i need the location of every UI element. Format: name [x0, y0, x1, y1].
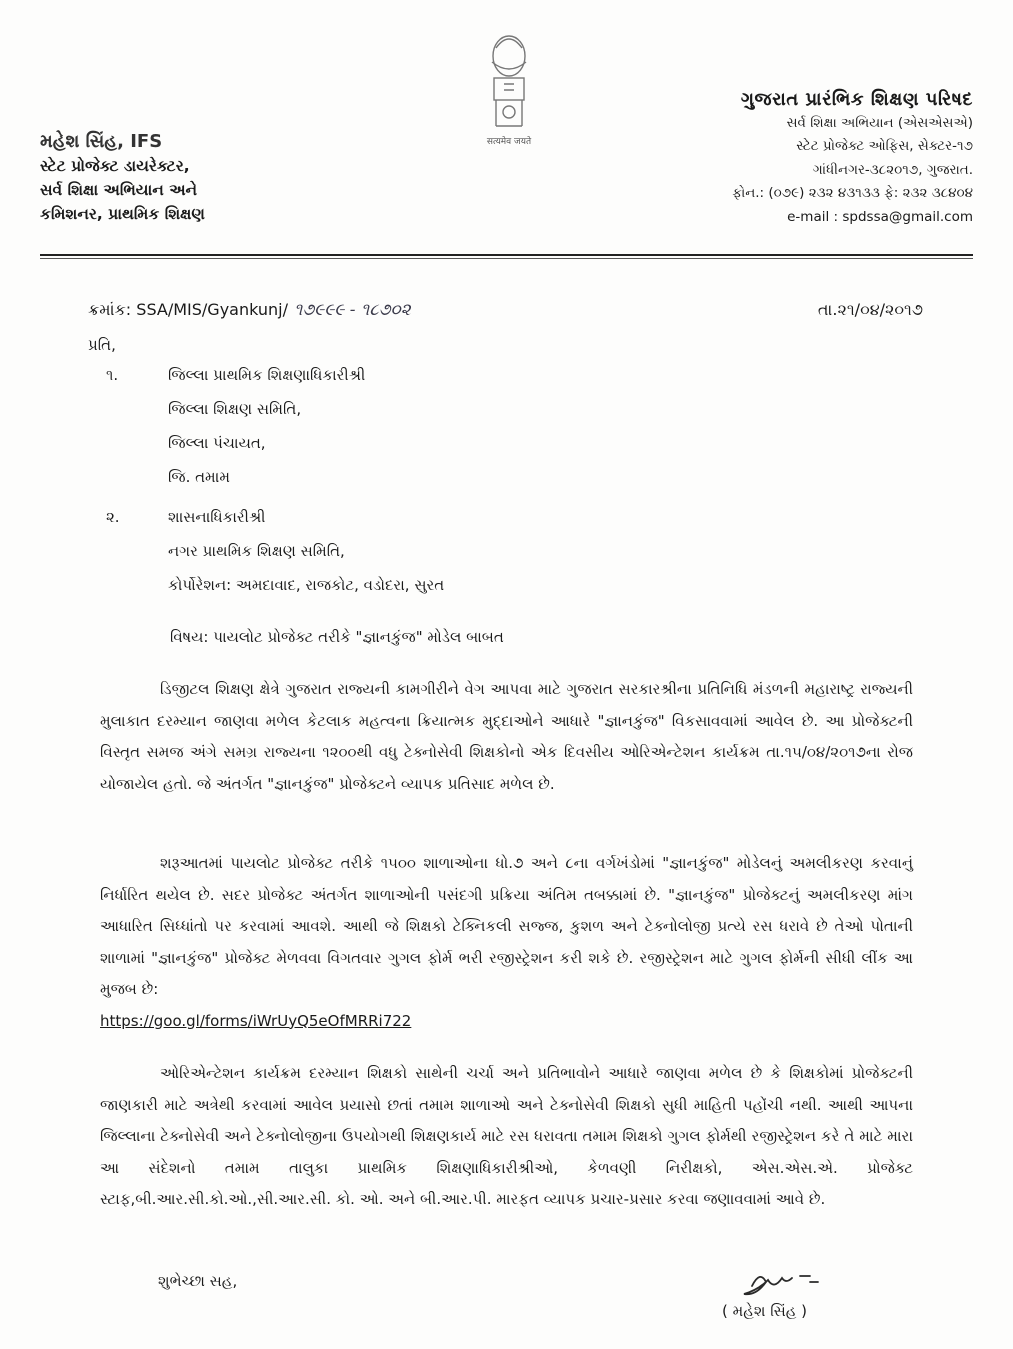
paragraph-text: ડિજીટલ શિક્ષણ ક્ષેત્રે ગુજરાત રાજ્યની કામગીરીને વેગ આપવા માટે ગુજરાત સરકારશ્રીના પ્રતિનિધિ મંડળની મહારાષ્ટ્ર રાજ્યની મુલાકાત દરમ્યાન જાણવા મળેલ કેટલાક મહત્વના ક્રિયાત્મક મુદ્દાઓને આધારે "જ્ઞાનકુંજ" વિકસાવવામાં આવેલ છે. આ પ્રોજેક્ટની વિસ્તૃત સમજ અંગે સમગ્ર રાજ્યના ૧૨૦૦થી વધુ ટેક્નોસેવી શિક્ષકોનો એક દિવસીય ઓરિએન્ટેશન કાર્યક્રમ તા.૧૫/૦૪/૨૦૧૭ના રોજ યોજાયેલ હતો. જે અંતર્ગત "જ્ઞાનકુંજ" પ્રોજેક્ટને વ્યાપક પ્રતિસાદ મળેલ છે. [100, 680, 913, 793]
letter-subject: વિષય: પાયલોટ પ્રોજેક્ટ તરીકે "જ્ઞાનકુંજ" મોડેલ બાબત [170, 628, 504, 646]
recipient-1-address [168, 358, 365, 494]
sender-title-1: સ્ટેટ પ્રોજેક્ટ ડાયરેક્ટર, [40, 157, 190, 175]
paragraph-text: ઓરિએન્ટેશન કાર્યક્રમ દરમ્યાન શિક્ષકો સાથેની ચર્ચા અને પ્રતિભાવોને આધારે જાણવા મળેલ છે કે શિક્ષકોમાં પ્રોજેક્ટની જાણકારી માટે અત્રેથી કરવામાં આવેલ પ્રયાસો છતાં તમામ શાળાઓ અને ટેક્નોસેવી શિક્ષકો સુધી માહિતી પહોંચી નથી. આથી આપના જિલ્લાના ટેક્નોસેવી અને ટેક્નોલોજીના ઉપયોગથી શિક્ષણકાર્ય માટે રસ ધરાવતા તમામ શિક્ષકો ગુગલ ફોર્મથી રજીસ્ટ્રેશન કરે તે માટે મારા આ સંદેશનો તમામ તાલુકા પ્રાથમિક શિક્ષણાધિકારીશ્રીઓ, કેળવણી નિરીક્ષકો, એસ.એસ.એ. પ્રોજેક્ટ સ્ટાફ,બી.આર.સી.કો.ઓ.,સી.આર.સી. કો. ઓ. અને બી.આર.પી. મારફત વ્યાપક પ્રચાર-પ્રસાર કરવા જણાવવામાં આવે છે. [100, 1064, 913, 1208]
reference-label: ક્રમાંક: SSA/MIS/Gyankunj/ [88, 300, 289, 319]
recipient-2-line: શાસનાધિકારીશ્રી [168, 508, 266, 526]
signatory-name: ( મહેશ સિંહ ) [722, 1302, 808, 1320]
header-rule-thin [40, 258, 973, 259]
salutation: પ્રતિ, [88, 336, 116, 354]
sender-name: મહેશ સિંહ, IFS [40, 131, 163, 152]
header-rule [40, 254, 973, 256]
body-paragraph-1 [100, 674, 913, 800]
office-block [732, 88, 973, 229]
google-form-link[interactable]: https://goo.gl/forms/iWrUyQ5eOfMRRi722 [100, 1011, 412, 1030]
letter-date: તા.૨૧/૦૪/૨૦૧૭ [817, 300, 923, 319]
reference-line [88, 300, 411, 320]
recipient-1-number: ૧. [106, 366, 119, 384]
office-line-2: સ્ટેટ પ્રોજેક્ટ ઓફિસ, સેક્ટર-૧૭ [796, 138, 973, 154]
sender-title-3: કમિશનર, પ્રાથમિક શિક્ષણ [40, 205, 205, 223]
office-phone: ફોન.: (૦૭૯) ૨૩૨ ૪૩૧૩૩ ફે: ૨૩૨ ૩૮૪૦૪ [732, 185, 973, 201]
recipient-2-line: કોર્પોરેશન: અમદાવાદ, રાજકોટ, વડોદરા, સુરત [168, 576, 445, 594]
office-line-1: સર્વ શિક્ષા અભિયાન (એસએસએ) [786, 114, 973, 131]
emblem-motto: सत्यमेव जयते [486, 137, 532, 147]
recipient-1-line: જિલ્લા શિક્ષણ સમિતિ, [168, 400, 302, 418]
closing-greeting: શુભેચ્છા સહ, [158, 1272, 238, 1290]
recipient-1-line: જિલ્લા પંચાયત, [168, 434, 266, 452]
recipient-1-line: જિલ્લા પ્રાથમિક શિક્ષણાધિકારીશ્રી [168, 366, 366, 384]
recipient-2-line: નગર પ્રાથમિક શિક્ષણ સમિતિ, [168, 542, 345, 560]
recipient-2-number: ૨. [106, 508, 120, 526]
handwritten-number: ૧૭૯૯૯ - ૧૮૭૦૨ [294, 300, 411, 320]
recipient-1-line: જિ. તમામ [168, 468, 230, 486]
body-paragraph-2 [100, 848, 913, 1037]
sender-block [40, 130, 205, 226]
paragraph-text: શરૂઆતમાં પાયલોટ પ્રોજેક્ટ તરીકે ૧૫૦૦ શાળાઓના ધો.૭ અને ૮ના વર્ગખંડોમાં "જ્ઞાનકુંજ" મોડેલનું અમલીકરણ કરવાનું નિર્ધારિત થયેલ છે. સદર પ્રોજેક્ટ અંતર્ગત શાળાઓની પસંદગી પ્રક્રિયા અંતિમ તબક્કામાં છે. "જ્ઞાનકુંજ" પ્રોજેક્ટનું અમલીકરણ માંગ આધારિત સિધ્ધાંતો પર કરવામાં આવશે. આથી જે શિક્ષકો ટેક્નિકલી સજ્જ, કુશળ અને ટેક્નોલોજી પ્રત્યે રસ ધરાવે છે તેઓ પોતાની શાળામાં "જ્ઞાનકુંજ" પ્રોજેક્ટ મેળવવા વિગતવાર ગુગલ ફોર્મ ભરી રજીસ્ટ્રેશન કરી શકે છે. રજીસ્ટ્રેશન માટે ગુગલ ફોર્મની સીધી લીંક આ મુજબ છે: [100, 854, 913, 998]
body-paragraph-3 [100, 1058, 913, 1216]
office-email: e-mail : spdssa@gmail.com [787, 208, 973, 225]
office-line-3: ગાંધીનગર-૩૮૨૦૧૭, ગુજરાત. [812, 161, 973, 178]
office-org: ગુજરાત પ્રારંભિક શિક્ષણ પરિષદ [740, 89, 973, 110]
state-emblem-icon [474, 26, 544, 150]
sender-title-2: સર્વ શિક્ષા અભિયાન અને [40, 181, 198, 199]
recipient-2-address [168, 500, 444, 602]
